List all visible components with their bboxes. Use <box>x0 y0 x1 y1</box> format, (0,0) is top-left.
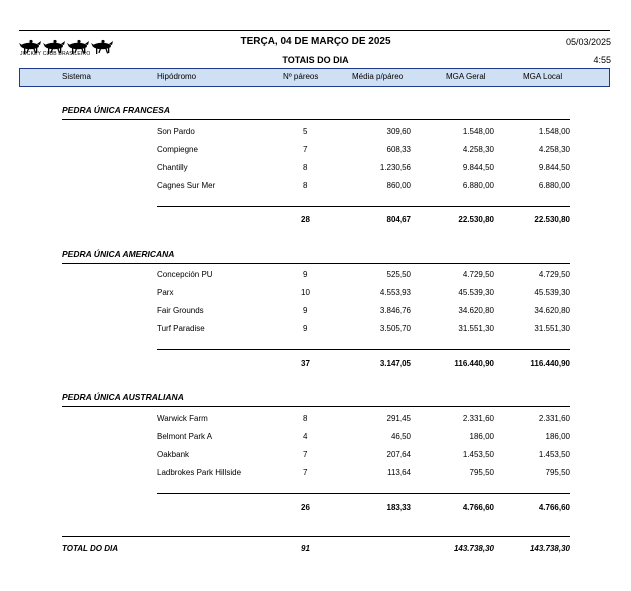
mga-geral: 1.453,50 <box>462 450 494 459</box>
track-name: Oakbank <box>157 450 190 459</box>
section-rule <box>62 119 570 120</box>
track-name: Warwick Farm <box>157 414 208 423</box>
mga-geral: 4.729,50 <box>462 270 494 279</box>
race-count: 5 <box>303 127 308 136</box>
track-name: Ladbrokes Park Hillside <box>157 468 242 477</box>
average-per-race: 608,33 <box>386 145 411 154</box>
track-name: Chantilly <box>157 163 188 172</box>
mga-local: 4.729,50 <box>538 270 570 279</box>
race-count: 8 <box>303 414 308 423</box>
mga-local: 34.620,80 <box>534 306 570 315</box>
mga-local: 6.880,00 <box>538 181 570 190</box>
race-count: 4 <box>303 432 308 441</box>
average-per-race: 3.846,76 <box>379 306 411 315</box>
race-count: 10 <box>301 288 310 297</box>
average-per-race: 309,60 <box>386 127 411 136</box>
subtotal-average: 3.147,05 <box>379 359 411 368</box>
subtotal-race-count: 37 <box>301 359 310 368</box>
section-rule <box>62 263 570 264</box>
mga-local: 9.844,50 <box>538 163 570 172</box>
mga-local: 4.258,30 <box>538 145 570 154</box>
grand-total-rule <box>62 536 570 537</box>
column-header-media: Média p/páreo <box>352 72 404 81</box>
subtotal-mga-local: 22.530,80 <box>534 215 570 224</box>
race-count: 7 <box>303 450 308 459</box>
top-rule <box>19 30 610 31</box>
section-title: PEDRA ÚNICA AUSTRALIANA <box>62 392 184 402</box>
mga-geral: 1.548,00 <box>462 127 494 136</box>
race-count: 9 <box>303 270 308 279</box>
race-count: 7 <box>303 468 308 477</box>
track-name: Compiegne <box>157 145 198 154</box>
average-per-race: 1.230,56 <box>379 163 411 172</box>
report-subtitle: TOTAIS DO DIA <box>282 55 349 65</box>
average-per-race: 4.553,93 <box>379 288 411 297</box>
average-per-race: 207,64 <box>386 450 411 459</box>
logo-text: JOCKEY CLUB BRASILEIRO <box>20 51 91 57</box>
mga-local: 2.331,60 <box>538 414 570 423</box>
race-count: 7 <box>303 145 308 154</box>
track-name: Son Pardo <box>157 127 195 136</box>
average-per-race: 46,50 <box>390 432 411 441</box>
subtotal-rule <box>157 206 570 207</box>
column-header-mga-geral: MGA Geral <box>446 72 486 81</box>
average-per-race: 113,64 <box>387 468 411 477</box>
track-name: Belmont Park A <box>157 432 213 441</box>
subtotal-mga-local: 116.440,90 <box>530 359 570 368</box>
race-count: 9 <box>303 324 308 333</box>
mga-local: 186,00 <box>545 432 570 441</box>
section-rule <box>62 406 570 407</box>
subtotal-average: 804,67 <box>386 215 411 224</box>
subtotal-race-count: 26 <box>301 503 310 512</box>
print-date: 05/03/2025 <box>565 37 611 47</box>
mga-local: 45.539,30 <box>534 288 570 297</box>
subtotal-mga-geral: 4.766,60 <box>462 503 494 512</box>
track-name: Parx <box>157 288 174 297</box>
race-count: 9 <box>303 306 308 315</box>
grand-total-label: TOTAL DO DIA <box>62 544 118 553</box>
track-name: Turf Paradise <box>157 324 205 333</box>
column-header-pareos: Nº páreos <box>283 72 319 81</box>
subtotal-race-count: 28 <box>301 215 310 224</box>
mga-geral: 9.844,50 <box>462 163 494 172</box>
grand-total-race-count: 91 <box>301 544 310 553</box>
mga-local: 1.453,50 <box>538 450 570 459</box>
report-title: TERÇA, 04 DE MARÇO DE 2025 <box>240 36 391 47</box>
subtotal-mga-geral: 22.530,80 <box>458 215 494 224</box>
column-header-sistema: Sistema <box>62 72 91 81</box>
mga-local: 31.551,30 <box>534 324 570 333</box>
mga-geral: 186,00 <box>469 432 494 441</box>
mga-geral: 6.880,00 <box>462 181 494 190</box>
mga-local: 1.548,00 <box>538 127 570 136</box>
mga-geral: 34.620,80 <box>458 306 494 315</box>
average-per-race: 3.505,70 <box>379 324 411 333</box>
average-per-race: 525,50 <box>386 270 411 279</box>
subtotal-mga-local: 4.766,60 <box>538 503 570 512</box>
track-name: Concepción PU <box>157 270 213 279</box>
subtotal-rule <box>157 349 570 350</box>
mga-geral: 31.551,30 <box>458 324 494 333</box>
race-count: 8 <box>303 181 308 190</box>
section-title: PEDRA ÚNICA FRANCESA <box>62 105 170 115</box>
mga-geral: 2.331,60 <box>462 414 494 423</box>
column-header-hipodromo: Hipódromo <box>157 72 197 81</box>
track-name: Fair Grounds <box>157 306 204 315</box>
mga-geral: 795,50 <box>469 468 494 477</box>
grand-total-mga-geral: 143.738,30 <box>453 544 494 553</box>
subtotal-rule <box>157 493 570 494</box>
section-title: PEDRA ÚNICA AMERICANA <box>62 249 175 259</box>
subtotal-average: 183,33 <box>386 503 411 512</box>
average-per-race: 291,45 <box>386 414 411 423</box>
column-header-mga-local: MGA Local <box>523 72 563 81</box>
print-time: 4:55 <box>593 55 611 65</box>
mga-geral: 4.258,30 <box>462 145 494 154</box>
grand-total-mga-local: 143.738,30 <box>529 544 570 553</box>
mga-geral: 45.539,30 <box>458 288 494 297</box>
subtotal-mga-geral: 116.440,90 <box>454 359 494 368</box>
average-per-race: 860,00 <box>386 181 411 190</box>
race-count: 8 <box>303 163 308 172</box>
track-name: Cagnes Sur Mer <box>157 181 216 190</box>
mga-local: 795,50 <box>545 468 570 477</box>
